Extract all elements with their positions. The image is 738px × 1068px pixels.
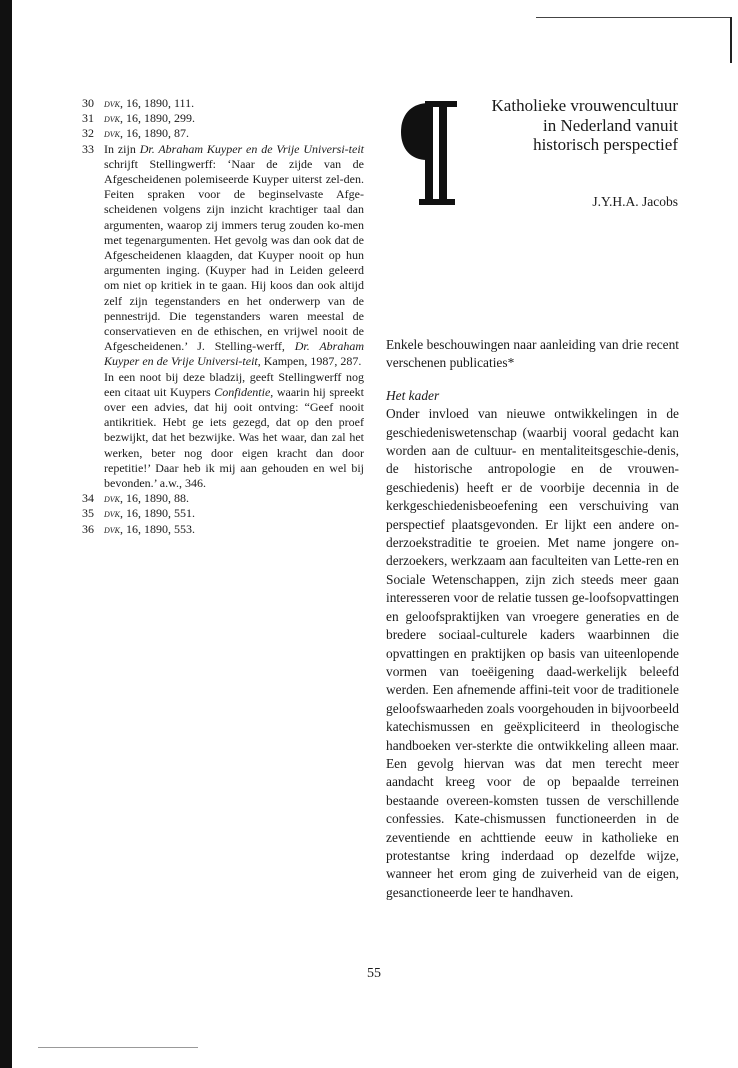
title-line: Katholieke vrouwencultuur — [491, 96, 678, 115]
top-rule — [536, 17, 732, 18]
footnote — [82, 96, 364, 111]
footnote-title-italic: Dr. Abraham Kuyper en de Vrije Universi-teit — [104, 339, 364, 369]
footnote-text — [104, 142, 364, 490]
footnote-ref: , 16, 1890, 299. — [120, 111, 195, 126]
main-column — [386, 336, 679, 902]
footnote-source: dvk — [104, 521, 120, 536]
section-heading: Het kader — [386, 387, 440, 403]
intro-paragraph: Enkele beschouwingen naar aanleiding van drie recent verschenen publicaties* — [386, 337, 679, 371]
footnote-segment: In zijn — [104, 141, 140, 156]
footnote-number: 31 — [82, 111, 94, 126]
body-paragraph: Onder invloed van nieuwe ontwikkelingen in de geschiedeniswetenschap (waarbij vooral gedacht kan worden aan de cultuur- en mentaliteitsgeschie-denis, de historische antropologie en de vrouwen-geschiedenis) heeft er de voorbije decennia in de kerkgeschiedenisbeoefening een verschuiving van perspectief plaatsgevonden. Er lijkt een andere on-derzoekstraditie te groeien. Met name jongere on-derzoekers, werkzaam aan faculteiten van Lette-ren en Sociale Wetenschappen, zijn zich steeds meer gaan interesseren voor de relatie tussen ge-loofsopvattingen en geloofspraktijken van vroegere generaties en de bredere sociaal-culturele kaders waarbinnen die opvattingen en praktijken op basis van uiteenlopende vormen van toeëigening daad-werkelijk beleefd werden. Een afnemende affini-teit voor de traditionele geloofswaarheden zoals voorgehouden in bijvoorbeeld katechismussen en geëxpliciteerd in theologische handboeken ver-sterkte die ontwikkeling alleen maar. Een gevolg hiervan was dat men terecht meer aandacht kreeg voor de op bepaalde terreinen bestaande overeen-komsten tussen de verschillende confessies. Kate-chismussen functioneerden in de zeventiende en achttiende eeuw in katholieke en protestantse kring inderdaad op dezelfde wijze, wanneer het erom ging de zuiverheid van de eigen, gesanctioneerde leer te handhaven. — [386, 406, 679, 900]
pilcrow-icon — [399, 99, 457, 207]
bottom-rule — [38, 1047, 198, 1048]
scan-edge-bar — [0, 0, 12, 1068]
footnote-number: 32 — [82, 126, 94, 141]
footnote-number: 36 — [82, 521, 94, 536]
footnote-ref: , 16, 1890, 88. — [120, 491, 189, 506]
footnote — [82, 522, 364, 537]
footnote-ref: , 16, 1890, 551. — [120, 506, 195, 521]
footnote-segment: , waarin hij spreekt over een advies, dat hij ooit ontving: “Geef nooit antikritiek. Hebt ge iets gezegd, dat op den proef bezwijkt, dat het bezwijke. Was het waar, dan zal het werken, beter nog door eigen kracht dan door repetitie!’ Daar heb ik mij aan gehouden en wel bij bevonden.’ a.w., 346. — [104, 384, 364, 491]
author-name: J.Y.H.A. Jacobs — [592, 194, 678, 209]
footnote-source: dvk — [104, 96, 120, 110]
footnote-title-italic: Dr. Abraham Kuyper en de Vrije Universi-teit — [139, 141, 364, 156]
footnote-title-italic: Confidentie — [214, 384, 271, 399]
title-line: in Nederland vanuit — [542, 115, 678, 135]
footnote-source: dvk — [104, 111, 120, 126]
footnote — [82, 111, 364, 126]
footnote-source: dvk — [104, 491, 120, 506]
footnote — [82, 126, 364, 141]
footnote-segment: schrijft Stellingwerff: ‘Naar de zijde van de Afgescheidenen polemiseerde Kuyper uiterst zel-den. Feiten spraken voor de beginselvaste Afge-scheidenen volgens zijn inzicht krachtiger taal dan argumenten, waarop zij immers terug zouden ko-men met tegenargumenten. Het gevolg was dan ook dat de Afgescheidenen klaagden, dat Kuyper nooit op hun argumenten inging. (Kuyper had in Leiden geleerd om niet op kritiek in te gaan. Hij koos dan ook altijd zelf zijn tegenstanders en het onderwerp van de pennestrijd. Die tegenstanders waren meestal de conservatieven en de ethischen, en vrijwel nooit de Afgescheidenen.’ J. Stelling-werff, — [104, 156, 364, 354]
article-title — [455, 96, 678, 155]
footnote-ref: , 16, 1890, 111. — [120, 96, 195, 110]
footnote-number: 34 — [82, 491, 94, 506]
footnote-source: dvk — [104, 506, 120, 521]
footnote-ref: , 16, 1890, 553. — [120, 521, 195, 536]
footnote-ref: , 16, 1890, 87. — [120, 126, 189, 141]
page-number: 55 — [367, 966, 381, 981]
footnote-source: dvk — [104, 126, 120, 141]
top-rule-corner — [730, 17, 732, 63]
footnote-segment: , Kampen, 1987, 287. — [257, 354, 362, 369]
title-line: historisch perspectief — [533, 135, 678, 154]
footnotes — [82, 96, 364, 537]
footnote-long — [82, 142, 364, 492]
footnote-number: 33 — [82, 141, 94, 156]
footnote — [82, 491, 364, 506]
footnote — [82, 506, 364, 521]
footnote-number: 35 — [82, 506, 94, 521]
footnote-segment: In een noot bij deze bladzij, geeft Stellingwerff nog een citaat uit Kuypers — [104, 369, 364, 399]
footnote-number: 30 — [82, 96, 94, 110]
